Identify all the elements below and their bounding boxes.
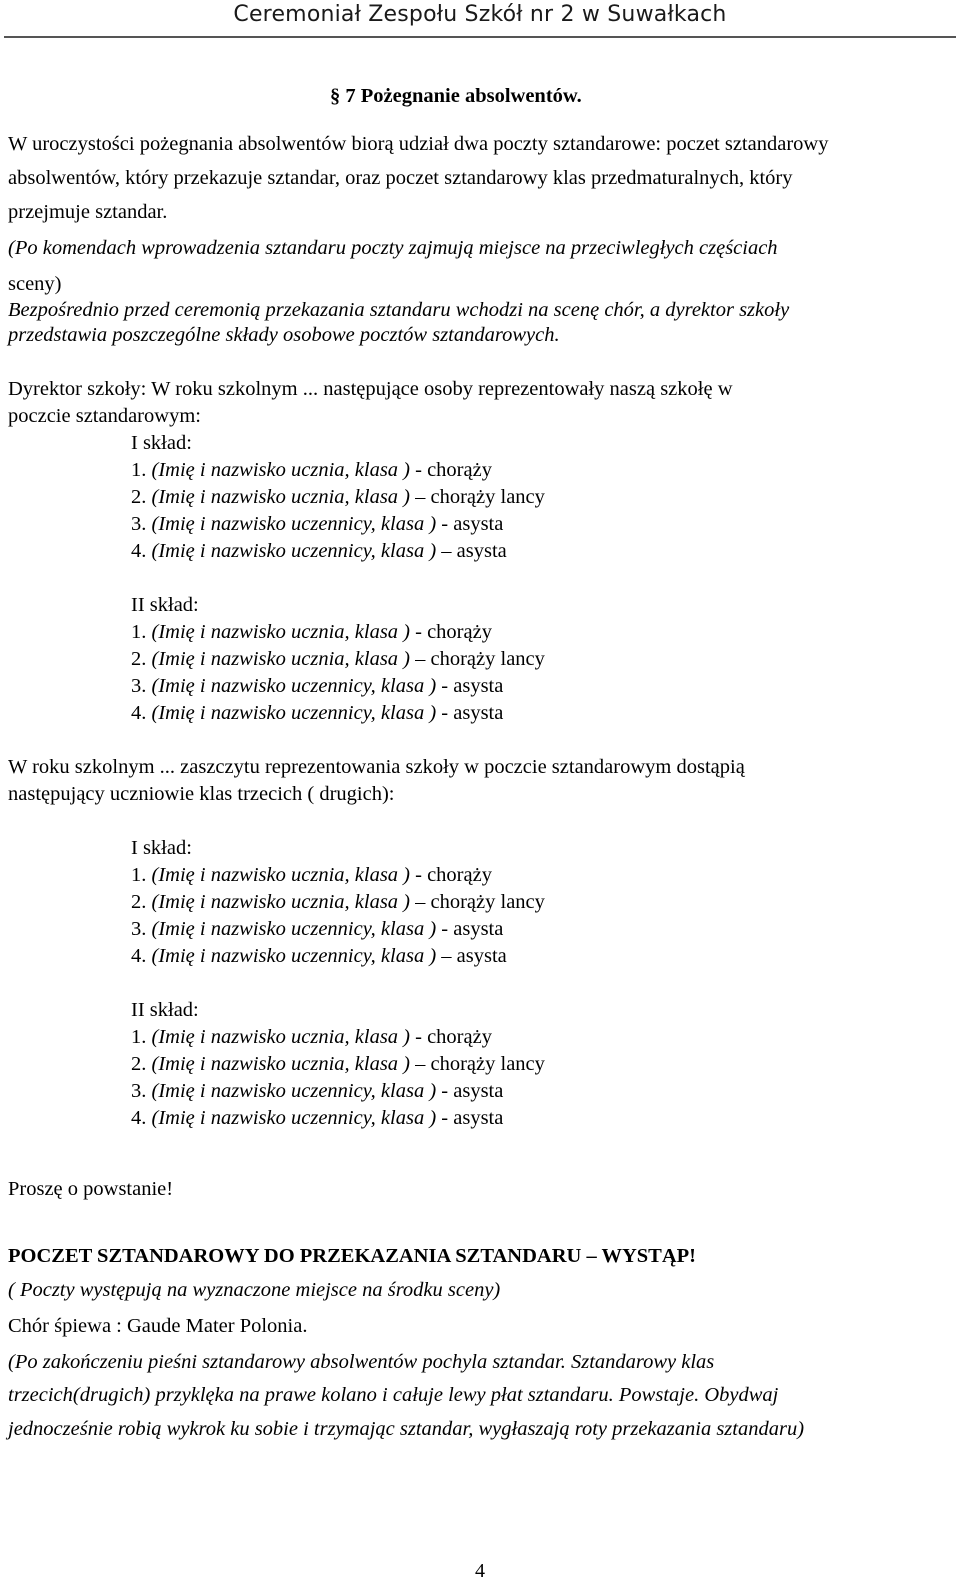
member-number: 2. — [131, 648, 147, 670]
member-role: – asysta — [436, 945, 507, 967]
member-name: (Imię i nazwisko uczennicy, klasa ) — [151, 918, 437, 940]
squad-member — [131, 647, 545, 671]
member-number: 2. — [131, 1053, 147, 1075]
member-role: – chorąży lancy — [410, 648, 545, 670]
member-name: (Imię i nazwisko ucznia, klasa ) — [151, 648, 410, 670]
squad-title: I skład: — [131, 432, 192, 454]
member-name: (Imię i nazwisko ucznia, klasa ) — [151, 1026, 410, 1048]
stage-note-line: sceny) — [8, 273, 62, 295]
squad-member — [131, 1079, 503, 1103]
header-divider — [4, 36, 956, 38]
member-role: - asysta — [436, 702, 504, 724]
closing-note-line: (Po zakończeniu pieśni sztandarowy absolwentów pochyla sztandar. Sztandarowy klas — [8, 1351, 715, 1373]
member-name: (Imię i nazwisko uczennicy, klasa ) — [151, 945, 437, 967]
member-name: (Imię i nazwisko ucznia, klasa ) — [151, 459, 410, 481]
page-header-title: Ceremoniał Zespołu Szkół nr 2 w Suwałkach — [233, 2, 727, 27]
member-name: (Imię i nazwisko ucznia, klasa ) — [151, 486, 410, 508]
member-number: 4. — [131, 1107, 147, 1129]
squad-member — [131, 620, 492, 644]
choir-song: Chór śpiewa : Gaude Mater Polonia. — [8, 1315, 308, 1337]
member-role: - asysta — [436, 675, 504, 697]
squad-member — [131, 1106, 503, 1130]
intro-line: przejmuje sztandar. — [8, 201, 168, 223]
member-role: – chorąży lancy — [410, 891, 545, 913]
member-number: 1. — [131, 864, 147, 886]
member-name: (Imię i nazwisko uczennicy, klasa ) — [151, 513, 437, 535]
squad-member — [131, 944, 507, 968]
member-number: 2. — [131, 486, 147, 508]
section-title: § 7 Pożegnanie absolwentów. — [330, 85, 582, 107]
member-number: 3. — [131, 513, 147, 535]
stand-up-call: Proszę o powstanie! — [8, 1178, 174, 1200]
member-number: 4. — [131, 702, 147, 724]
stage-note-line: (Po komendach wprowadzenia sztandaru poczty zajmują miejsce na przeciwległych częściach — [8, 237, 778, 259]
closing-note-line: trzecich(drugich) przyklęka na prawe kolano i całuje lewy płat sztandaru. Powstaje. Obydwaj — [8, 1384, 779, 1406]
member-number: 3. — [131, 1080, 147, 1102]
member-role: - asysta — [436, 918, 504, 940]
next-year-line: W roku szkolnym ... zaszczytu reprezentowania szkoły w poczcie sztandarowym dostąpią — [8, 756, 745, 778]
member-role: – chorąży lancy — [410, 486, 545, 508]
choir-note-line: przedstawia poszczególne składy osobowe pocztów sztandarowych. — [8, 324, 560, 346]
member-name: (Imię i nazwisko uczennicy, klasa ) — [151, 675, 437, 697]
squad-member — [131, 512, 503, 536]
centre-note: ( Poczty występują na wyznaczone miejsce na środku sceny) — [8, 1279, 501, 1301]
squad-member — [131, 863, 492, 887]
member-number: 4. — [131, 540, 147, 562]
member-role: - chorąży — [410, 864, 492, 886]
member-number: 3. — [131, 675, 147, 697]
member-name: (Imię i nazwisko uczennicy, klasa ) — [151, 1107, 437, 1129]
director-line: Dyrektor szkoły: W roku szkolnym ... następujące osoby reprezentowały naszą szkołę w — [8, 378, 733, 400]
page-number: 4 — [475, 1560, 485, 1582]
member-number: 4. — [131, 945, 147, 967]
member-name: (Imię i nazwisko ucznia, klasa ) — [151, 864, 410, 886]
member-role: - chorąży — [410, 1026, 492, 1048]
member-role: - asysta — [436, 1080, 504, 1102]
command-text: POCZET SZTANDAROWY DO PRZEKAZANIA SZTANDARU – WYSTĄP! — [8, 1245, 696, 1267]
squad-member — [131, 674, 503, 698]
member-role: - asysta — [436, 1107, 504, 1129]
member-number: 3. — [131, 918, 147, 940]
squad-member — [131, 1052, 545, 1076]
director-line: poczcie sztandarowym: — [8, 405, 201, 427]
member-role: - asysta — [436, 513, 504, 535]
intro-line: absolwentów, który przekazuje sztandar, oraz poczet sztandarowy klas przedmaturalnych, który — [8, 167, 793, 189]
next-year-line: następujący uczniowie klas trzecich ( drugich): — [8, 783, 395, 805]
member-number: 1. — [131, 459, 147, 481]
member-number: 1. — [131, 621, 147, 643]
member-name: (Imię i nazwisko ucznia, klasa ) — [151, 1053, 410, 1075]
member-number: 2. — [131, 891, 147, 913]
member-role: - chorąży — [410, 621, 492, 643]
member-number: 1. — [131, 1026, 147, 1048]
member-name: (Imię i nazwisko uczennicy, klasa ) — [151, 540, 437, 562]
member-role: - chorąży — [410, 459, 492, 481]
intro-line: W uroczystości pożegnania absolwentów biorą udział dwa poczty sztandarowe: poczet sztandarowy — [8, 133, 829, 155]
member-name: (Imię i nazwisko ucznia, klasa ) — [151, 621, 410, 643]
squad-member — [131, 701, 503, 725]
squad-title: II skład: — [131, 999, 199, 1021]
squad-member — [131, 458, 492, 482]
squad-member — [131, 917, 503, 941]
member-name: (Imię i nazwisko ucznia, klasa ) — [151, 891, 410, 913]
member-role: – chorąży lancy — [410, 1053, 545, 1075]
squad-member — [131, 485, 545, 509]
choir-note-line: Bezpośrednio przed ceremonią przekazania sztandaru wchodzi na scenę chór, a dyrektor szkoły — [8, 299, 790, 321]
squad-title: II skład: — [131, 594, 199, 616]
member-role: – asysta — [436, 540, 507, 562]
squad-title: I skład: — [131, 837, 192, 859]
member-name: (Imię i nazwisko uczennicy, klasa ) — [151, 702, 437, 724]
squad-member — [131, 890, 545, 914]
squad-member — [131, 539, 507, 563]
squad-member — [131, 1025, 492, 1049]
closing-note-line: jednocześnie robią wykrok ku sobie i trzymając sztandar, wygłaszają roty przekazania sztandaru) — [8, 1418, 805, 1440]
member-name: (Imię i nazwisko uczennicy, klasa ) — [151, 1080, 437, 1102]
